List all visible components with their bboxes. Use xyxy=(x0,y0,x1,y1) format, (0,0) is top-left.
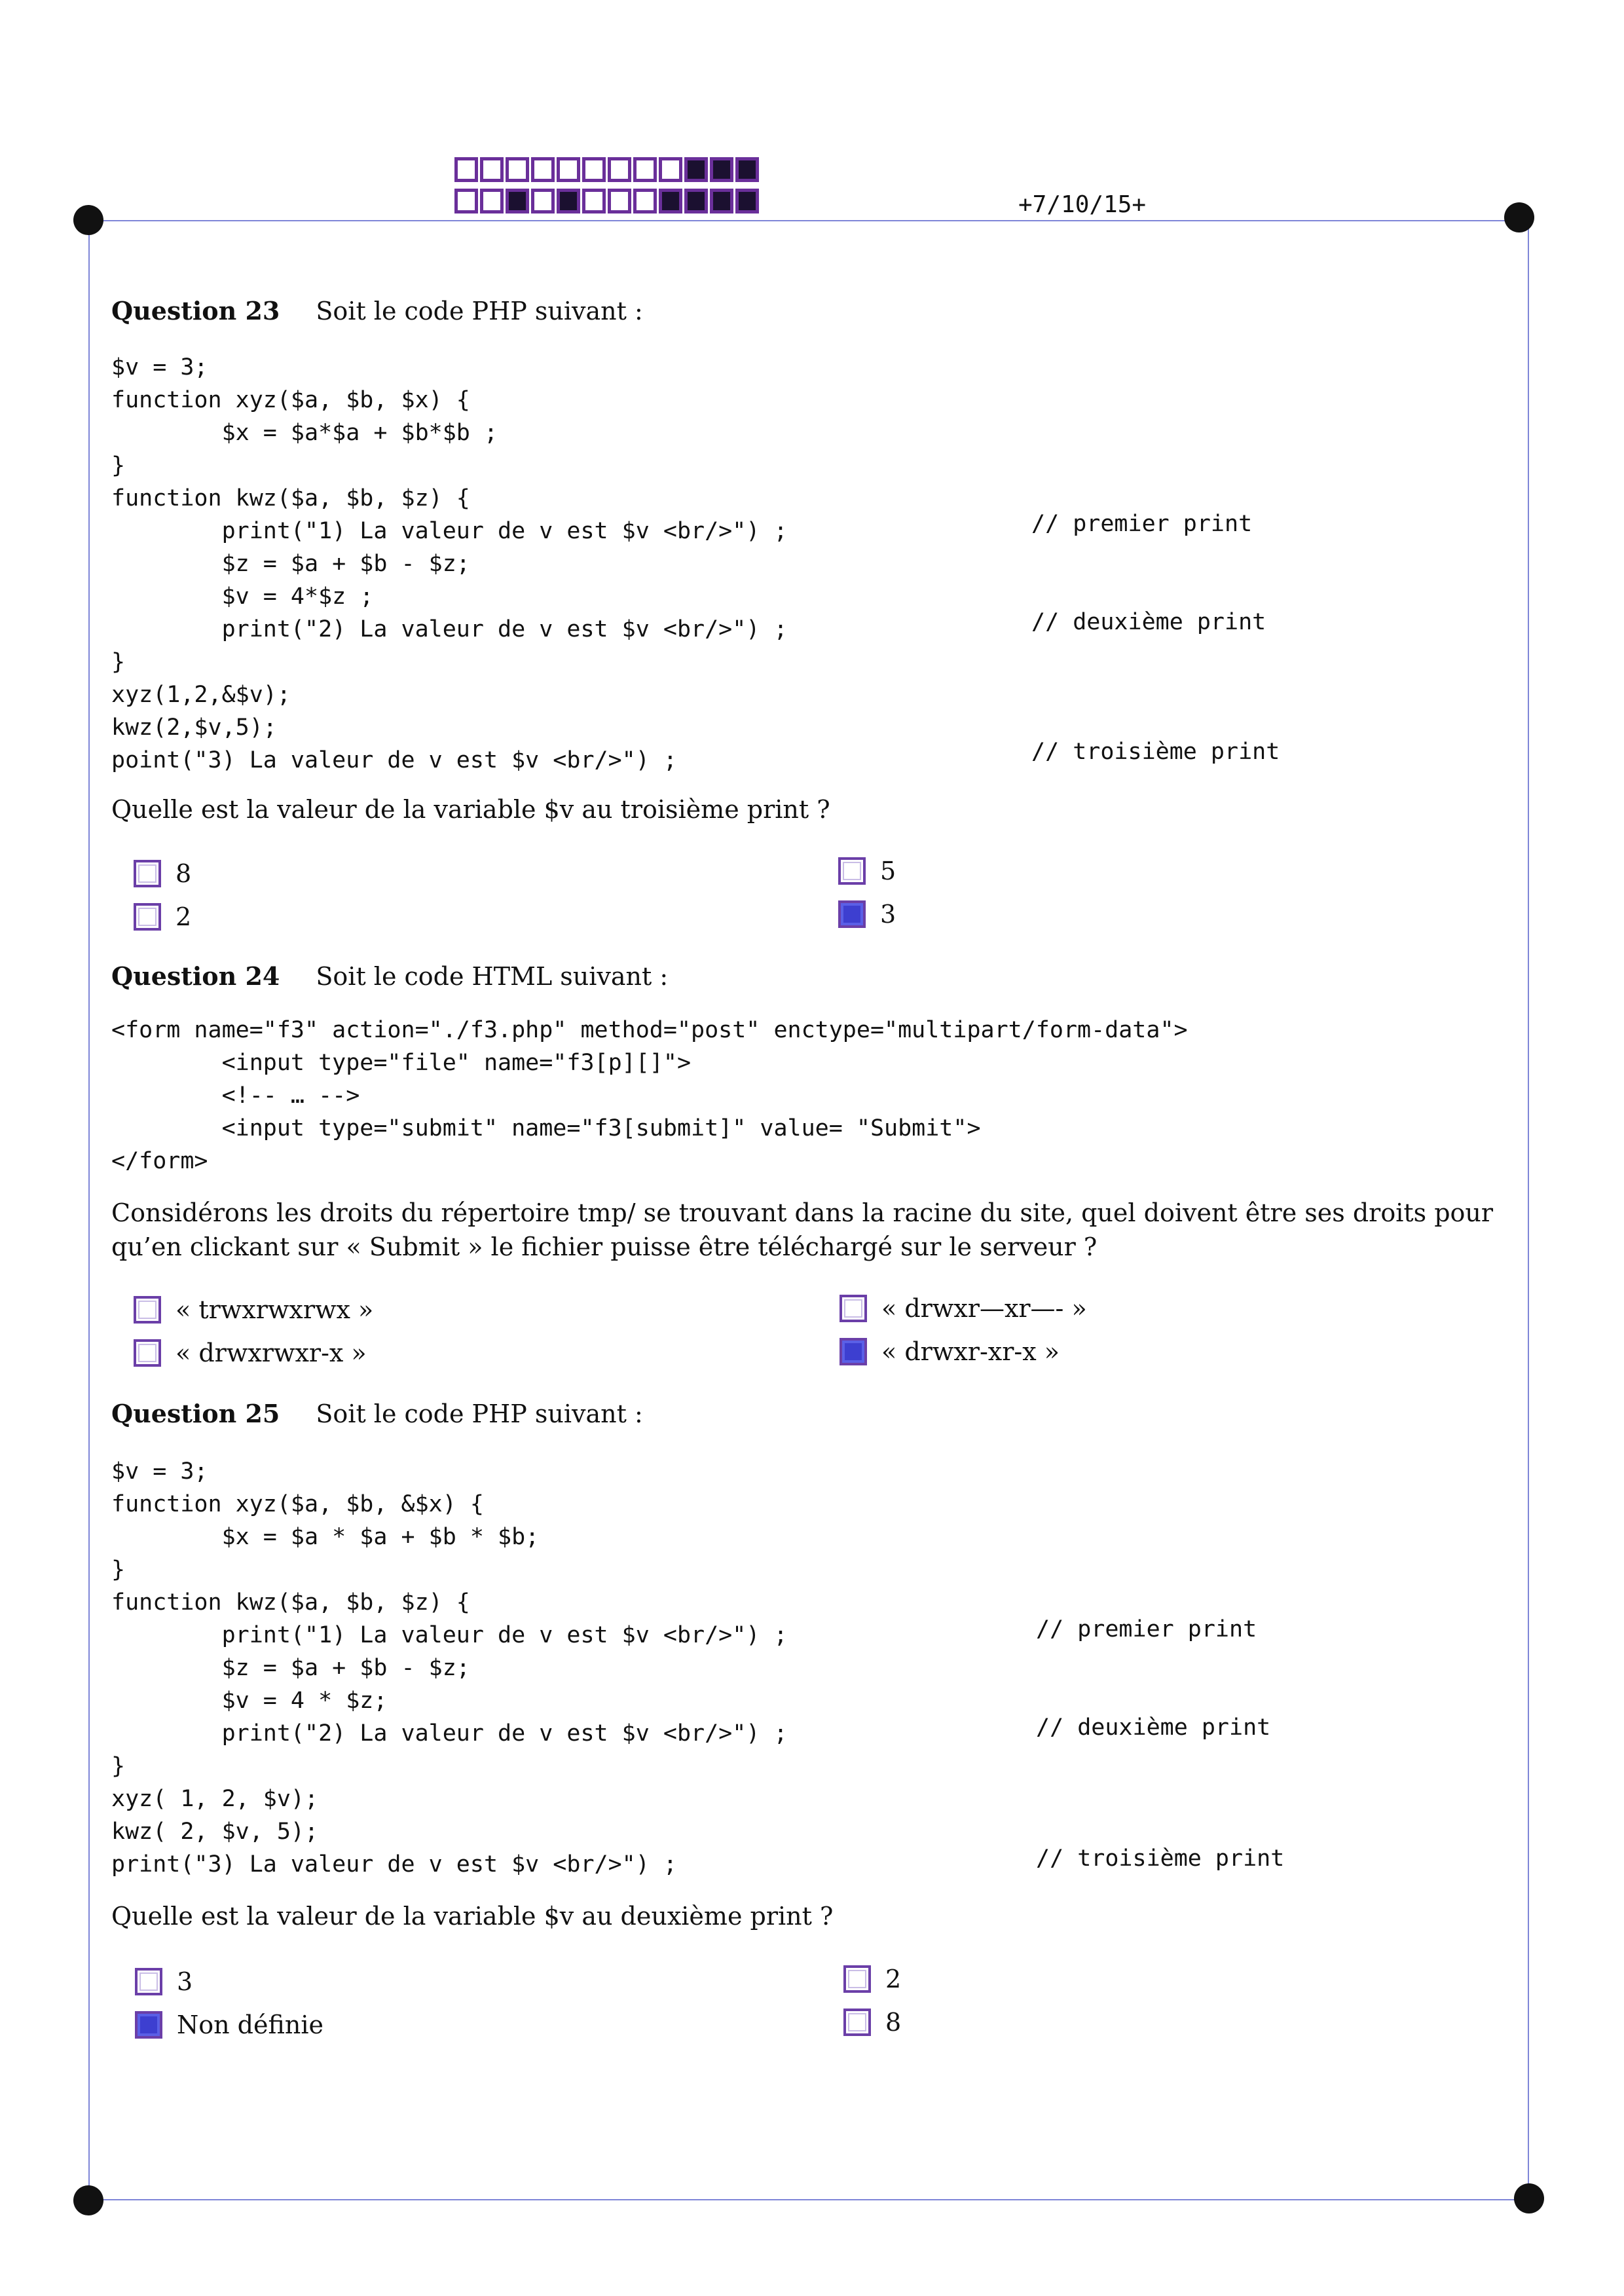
question-25-prompt: Quelle est la valeur de la variable $v au deuxième print ? xyxy=(111,1902,834,1931)
registration-mark-bottom-left xyxy=(73,2185,103,2215)
code-cell xyxy=(506,157,529,182)
answer-label: « drwxr—xr—- » xyxy=(881,1294,1087,1323)
q24-answer-drwxr-xr-x[interactable] xyxy=(840,1337,1060,1366)
answer-checkbox[interactable] xyxy=(840,1295,867,1322)
code-cell xyxy=(684,189,708,213)
question-label: Question 23 xyxy=(111,296,280,325)
comment-premier-print: // premier print xyxy=(1031,511,1253,537)
q24-answer-drwxrwxr-x[interactable] xyxy=(134,1339,367,1367)
code-cell xyxy=(582,189,606,213)
answer-label: 2 xyxy=(175,902,192,931)
code-cell xyxy=(659,189,682,213)
answer-checkbox[interactable] xyxy=(134,1339,161,1367)
q25-answer-3[interactable] xyxy=(135,1967,193,1996)
answer-checkbox-checked[interactable] xyxy=(840,1338,867,1365)
registration-mark-bottom-right xyxy=(1514,2183,1544,2213)
code-cell xyxy=(557,157,580,182)
comment-deuxieme-print: // deuxième print xyxy=(1031,609,1266,635)
comment-troisieme-print: // troisième print xyxy=(1031,739,1280,765)
answer-label: Non définie xyxy=(177,2010,323,2039)
answer-checkbox-checked[interactable] xyxy=(838,900,866,928)
answer-checkbox[interactable] xyxy=(838,857,866,885)
q24-answer-drwxr-xr--[interactable] xyxy=(840,1294,1087,1323)
question-24-title xyxy=(111,961,668,991)
answer-checkbox[interactable] xyxy=(843,1965,871,1993)
answer-checkbox[interactable] xyxy=(134,903,161,931)
answer-label: 3 xyxy=(880,900,896,929)
code-cell xyxy=(659,157,682,182)
q23-answer-2[interactable] xyxy=(134,902,191,931)
code-cell xyxy=(633,189,657,213)
question-23-code: $v = 3; function xyz($a, $b, $x) { $x = $a*$a + $b*$b ; } function kwz($a, $b, $z) { print("1) La valeur de v est $v <br/>") ; $z = $a + $b - $z; $v = 4*$z ; print("2) La valeur de v est $v <br/>") ; } xyz(1,2,&$v); kwz(2,$v,5); point("3) La valeur de v est $v <br/>") ; xyxy=(111,354,788,773)
question-label: Question 24 xyxy=(111,961,280,991)
answer-checkbox[interactable] xyxy=(843,2009,871,2036)
q25-answer-2[interactable] xyxy=(843,1965,901,1993)
binary-code-row-1 xyxy=(454,157,761,182)
q23-answer-5[interactable] xyxy=(838,857,896,885)
question-24-code: <form name="f3" action="./f3.php" method="post" enctype="multipart/form-data"> <input type="file" name="f3[p][]"> <!-- … --> <input type="submit" name="f3[submit]" value= "Submit"> </form> xyxy=(111,1017,1188,1174)
code-cell xyxy=(582,157,606,182)
code-cell xyxy=(480,157,504,182)
code-cell xyxy=(557,189,580,213)
code-cell xyxy=(454,189,478,213)
answer-checkbox[interactable] xyxy=(135,1968,162,1995)
question-23-title xyxy=(111,296,643,325)
code-cell xyxy=(480,189,504,213)
code-cell xyxy=(454,157,478,182)
registration-mark-top-left xyxy=(73,205,103,235)
code-cell xyxy=(608,157,631,182)
code-cell xyxy=(735,189,759,213)
answer-label: « trwxrwxrwx » xyxy=(175,1295,374,1324)
comment-deuxieme-print: // deuxième print xyxy=(1036,1714,1271,1741)
code-cell xyxy=(735,157,759,182)
code-cell xyxy=(684,157,708,182)
question-23-prompt: Quelle est la valeur de la variable $v au troisième print ? xyxy=(111,795,830,824)
answer-label: 3 xyxy=(177,1967,193,1996)
answer-checkbox[interactable] xyxy=(134,1296,161,1324)
comment-premier-print: // premier print xyxy=(1036,1616,1257,1642)
question-25-title xyxy=(111,1399,643,1428)
code-cell xyxy=(506,189,529,213)
question-25-code: $v = 3; function xyz($a, $b, &$x) { $x = $a * $a + $b * $b; } function kwz($a, $b, $z) { print("1) La valeur de v est $v <br/>") ; $z = $a + $b - $z; $v = 4 * $z; print("2) La valeur de v est $v <br/>") ; } xyz( 1, 2, $v); kwz( 2, $v, 5); print("3) La valeur de v est $v <br/>") ; xyxy=(111,1458,788,1878)
q23-answer-3[interactable] xyxy=(838,900,896,929)
code-cell xyxy=(710,189,733,213)
code-cell xyxy=(710,157,733,182)
q23-answer-8[interactable] xyxy=(134,859,191,888)
question-intro: Soit le code PHP suivant : xyxy=(316,297,643,325)
code-cell xyxy=(531,189,555,213)
answer-label: « drwxrwxr-x » xyxy=(175,1339,367,1367)
code-cell xyxy=(531,157,555,182)
q24-answer-trwxrwxrwx[interactable] xyxy=(134,1295,373,1324)
page-identifier: +7/10/15+ xyxy=(1018,191,1147,218)
answer-label: « drwxr-xr-x » xyxy=(881,1337,1060,1366)
q25-answer-non-definie[interactable] xyxy=(135,2010,323,2039)
code-cell xyxy=(608,189,631,213)
answer-label: 8 xyxy=(885,2008,902,2037)
comment-troisieme-print: // troisième print xyxy=(1036,1845,1285,1872)
answer-label: 8 xyxy=(175,859,192,888)
question-intro: Soit le code PHP suivant : xyxy=(316,1399,643,1428)
answer-label: 2 xyxy=(885,1965,902,1993)
question-24-prompt: Considérons les droits du répertoire tmp/ se trouvant dans la racine du site, quel doivent être ses droits pour qu’en clickant sur « Submit » le fichier puisse être téléchargé sur le serveur ? xyxy=(111,1198,1494,1261)
q25-answer-8[interactable] xyxy=(843,2008,901,2037)
answer-checkbox-checked[interactable] xyxy=(135,2011,162,2039)
answer-checkbox[interactable] xyxy=(134,860,161,887)
question-intro: Soit le code HTML suivant : xyxy=(316,962,669,991)
code-cell xyxy=(633,157,657,182)
question-label: Question 25 xyxy=(111,1399,280,1428)
binary-code-row-2 xyxy=(454,189,761,213)
answer-label: 5 xyxy=(880,857,896,885)
registration-mark-top-right xyxy=(1504,202,1534,232)
